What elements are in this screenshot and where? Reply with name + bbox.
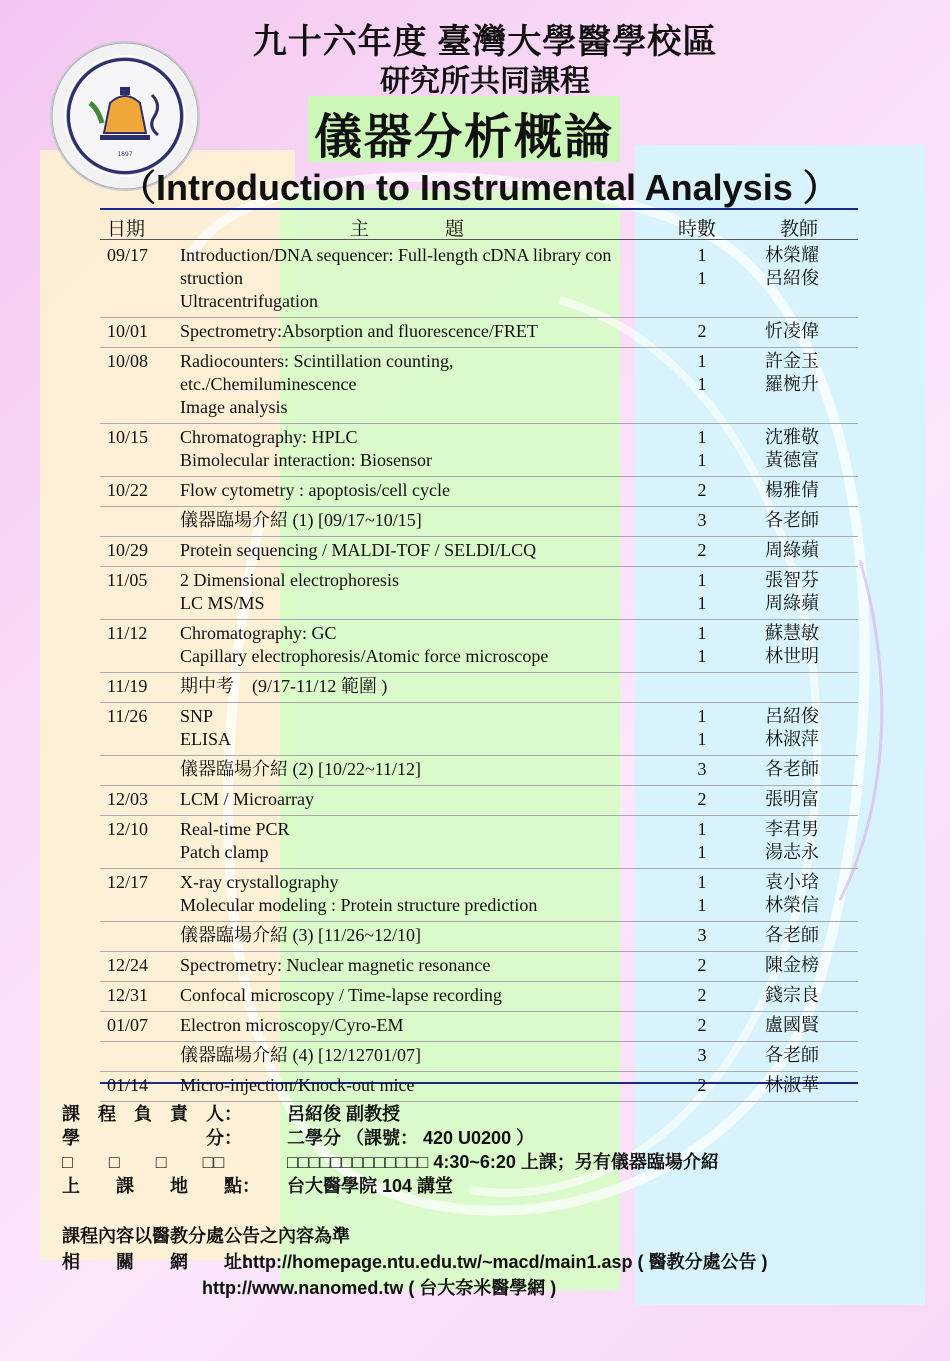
row-topic-line: Real-time PCR xyxy=(180,819,290,839)
row-date: 11/26 xyxy=(107,706,148,726)
row-topic xyxy=(180,984,660,1007)
row-teacher xyxy=(765,924,845,947)
table-row xyxy=(100,786,858,816)
row-topic-line: 儀器臨場介紹 (2) [10/22~11/12] xyxy=(180,759,422,779)
row-hours-line: 1 xyxy=(697,646,707,666)
table-top-rule xyxy=(100,208,858,210)
footer-value: 呂紹俊 副教授 xyxy=(287,1104,401,1124)
row-teacher xyxy=(765,984,845,1007)
row-hours xyxy=(692,1044,712,1067)
row-hours-line: 2 xyxy=(697,321,707,341)
row-teacher xyxy=(765,320,845,343)
row-teacher-line: 蘇慧敏 xyxy=(765,623,819,643)
row-teacher-line: 各老師 xyxy=(765,759,819,779)
row-hours xyxy=(692,1014,712,1037)
row-hours-line: 2 xyxy=(697,540,707,560)
row-hours-line: 2 xyxy=(697,1075,707,1095)
row-date: 09/17 xyxy=(107,245,149,265)
row-topic-line: 儀器臨場介紹 (4) [12/12701/07] xyxy=(180,1045,421,1065)
row-date: 12/24 xyxy=(107,955,149,975)
row-topic xyxy=(180,675,660,698)
row-topic-line: Chromatography: GC xyxy=(180,623,337,643)
row-teacher-line: 各老師 xyxy=(765,925,819,945)
row-topic-line: Bimolecular interaction: Biosensor xyxy=(180,450,432,470)
row-teacher-line: 楊雅倩 xyxy=(765,480,819,500)
row-topic-line: LCM / Microarray xyxy=(180,789,314,809)
row-topic-line: etc./Chemiluminescence xyxy=(180,374,357,394)
row-topic-line: Patch clamp xyxy=(180,842,269,862)
row-teacher xyxy=(765,1044,845,1067)
row-topic-line: LC MS/MS xyxy=(180,593,265,613)
row-teacher-line: 許金玉 xyxy=(765,351,819,371)
row-date: 12/10 xyxy=(107,819,149,839)
row-hours-line: 1 xyxy=(697,842,707,862)
row-teacher xyxy=(765,569,845,615)
row-teacher xyxy=(765,954,845,977)
table-row xyxy=(100,982,858,1012)
row-hours-line: 1 xyxy=(697,872,707,892)
row-topic xyxy=(180,954,660,977)
footer-line-time xyxy=(62,1148,719,1174)
table-row xyxy=(100,537,858,567)
row-teacher xyxy=(765,350,845,396)
row-teacher xyxy=(765,426,845,472)
row-topic-line: Micro-injection/Knock-out mice xyxy=(180,1075,415,1095)
row-hours-line: 2 xyxy=(697,1015,707,1035)
row-date: 10/22 xyxy=(107,480,149,500)
link-nanomed[interactable]: http://www.nanomed.tw ( 台大奈米醫學網 ) xyxy=(202,1278,557,1298)
table-row xyxy=(100,1042,858,1072)
row-topic xyxy=(180,871,660,917)
row-topic-line: Ultracentrifugation xyxy=(180,291,318,311)
table-row xyxy=(100,567,858,620)
row-topic-line: Spectrometry: Nuclear magnetic resonance xyxy=(180,955,491,975)
header-line-2: 研究所共同課程 xyxy=(380,65,590,98)
row-teacher-line: 錢宗良 xyxy=(765,985,819,1005)
row-topic-line: Electron microscopy/Cyro-EM xyxy=(180,1015,404,1035)
row-hours xyxy=(692,539,712,562)
row-topic-line: Confocal microscopy / Time-lapse recording xyxy=(180,985,502,1005)
row-hours xyxy=(692,509,712,532)
row-date: 10/15 xyxy=(107,427,149,447)
header-line-1: 九十六年度 臺灣大學醫學校區 xyxy=(252,24,718,61)
row-date: 11/19 xyxy=(107,676,148,696)
footer-label: 上 課 地 點： xyxy=(62,1176,260,1196)
row-topic-line: Image analysis xyxy=(180,397,288,417)
footer-line-credits xyxy=(62,1124,534,1150)
row-hours-line: 1 xyxy=(697,593,707,613)
row-topic-line: SNP xyxy=(180,706,214,726)
row-teacher xyxy=(765,818,845,864)
row-hours-line: 2 xyxy=(697,480,707,500)
row-teacher-line: 呂紹俊 xyxy=(765,268,819,288)
table-row xyxy=(100,1072,858,1102)
row-topic xyxy=(180,244,660,313)
table-row xyxy=(100,869,858,922)
row-hours-line: 1 xyxy=(697,351,707,371)
row-teacher-line: 呂紹俊 xyxy=(765,706,819,726)
table-row xyxy=(100,318,858,348)
row-hours xyxy=(692,984,712,1007)
row-teacher-line: 林榮耀 xyxy=(765,245,819,265)
table-row xyxy=(100,620,858,673)
table-header xyxy=(100,211,858,240)
row-teacher-line: 周綠蘋 xyxy=(765,593,819,613)
footer-value: 台大醫學院 104 講堂 xyxy=(287,1176,454,1196)
row-teacher-line: 林榮信 xyxy=(765,895,819,915)
table-row xyxy=(100,952,858,982)
row-teacher-line: 沈雅敬 xyxy=(765,427,819,447)
row-teacher xyxy=(765,758,845,781)
row-teacher-line: 張明富 xyxy=(765,789,819,809)
row-date: 12/03 xyxy=(107,789,149,809)
header-hours: 時數 xyxy=(678,219,717,240)
english-course-title: （Introduction to Instrumental Analysis ） xyxy=(120,167,839,208)
row-teacher-line: 周綠蘋 xyxy=(765,540,819,560)
row-topic xyxy=(180,1014,660,1037)
row-hours-line: 3 xyxy=(697,925,707,945)
row-teacher xyxy=(765,871,845,917)
row-topic xyxy=(180,350,660,419)
row-hours xyxy=(692,569,712,615)
row-topic xyxy=(180,705,660,751)
row-teacher-line: 各老師 xyxy=(765,510,819,530)
table-row xyxy=(100,703,858,756)
row-topic-line: Introduction/DNA sequencer: Full-length cDNA library con xyxy=(180,245,612,265)
row-topic xyxy=(180,569,660,615)
footer-line-location xyxy=(62,1172,453,1198)
row-date: 10/29 xyxy=(107,540,149,560)
row-teacher xyxy=(765,539,845,562)
row-topic xyxy=(180,924,660,947)
table-row xyxy=(100,242,858,318)
row-topic xyxy=(180,1044,660,1067)
row-date: 10/08 xyxy=(107,351,149,371)
link-macd[interactable]: http://homepage.ntu.edu.tw/~macd/main1.asp ( 醫教分處公告 ) xyxy=(242,1252,768,1272)
row-topic-line: 2 Dimensional electrophoresis xyxy=(180,570,399,590)
row-topic-line: 儀器臨場介紹 (1) [09/17~10/15] xyxy=(180,510,422,530)
table-row xyxy=(100,816,858,869)
header-teacher: 教師 xyxy=(780,219,819,240)
row-teacher-line: 林世明 xyxy=(765,646,819,666)
row-hours-line: 1 xyxy=(697,450,707,470)
row-teacher-line: 李君男 xyxy=(765,819,819,839)
footer-label: 學 分： xyxy=(62,1128,242,1148)
row-hours xyxy=(692,788,712,811)
row-hours xyxy=(692,244,712,290)
row-teacher-line: 林淑萍 xyxy=(765,729,819,749)
footer-line-instructor xyxy=(62,1100,400,1126)
row-topic xyxy=(180,509,660,532)
row-hours-line: 1 xyxy=(697,245,707,265)
table-row xyxy=(100,507,858,537)
row-topic xyxy=(180,818,660,864)
row-teacher-line: 陳金榜 xyxy=(765,955,819,975)
row-topic-line: Flow cytometry : apoptosis/cell cycle xyxy=(180,480,450,500)
row-topic xyxy=(180,758,660,781)
row-teacher xyxy=(765,705,845,751)
footer-label: □ □ □ □□ xyxy=(62,1152,225,1172)
table-row xyxy=(100,424,858,477)
row-hours-line: 1 xyxy=(697,374,707,394)
row-hours-line: 1 xyxy=(697,268,707,288)
row-hours xyxy=(692,1074,712,1097)
row-hours-line: 1 xyxy=(697,819,707,839)
row-topic-line: Protein sequencing / MALDI-TOF / SELDI/LCQ xyxy=(180,540,537,560)
row-date: 12/31 xyxy=(107,985,149,1005)
row-hours-line: 3 xyxy=(697,1045,707,1065)
row-hours xyxy=(692,622,712,668)
row-teacher-line: 羅椀升 xyxy=(765,374,819,394)
row-hours xyxy=(692,426,712,472)
row-date: 01/07 xyxy=(107,1015,149,1035)
row-topic-line: Radiocounters: Scintillation counting, xyxy=(180,351,454,371)
header-topic: 主 題 xyxy=(350,219,465,240)
row-hours xyxy=(692,924,712,947)
row-hours-line: 1 xyxy=(697,895,707,915)
row-topic xyxy=(180,426,660,472)
footer-links xyxy=(62,1248,768,1274)
row-hours xyxy=(692,954,712,977)
row-topic xyxy=(180,1074,660,1097)
row-date: 11/12 xyxy=(107,623,148,643)
row-topic-line: ELISA xyxy=(180,729,231,749)
table-row xyxy=(100,922,858,952)
row-topic xyxy=(180,539,660,562)
table-row xyxy=(100,477,858,507)
row-hours xyxy=(692,320,712,343)
row-topic xyxy=(180,479,660,502)
row-hours-line: 2 xyxy=(697,985,707,1005)
row-hours xyxy=(692,350,712,396)
row-teacher xyxy=(765,1014,845,1037)
table-row xyxy=(100,1012,858,1042)
row-teacher-line: 盧國賢 xyxy=(765,1015,819,1035)
row-topic-line: X-ray crystallography xyxy=(180,872,339,892)
row-hours-line: 2 xyxy=(697,955,707,975)
table-row xyxy=(100,348,858,424)
row-hours-line: 3 xyxy=(697,759,707,779)
links-label: 相 關 網 址： xyxy=(62,1252,260,1272)
row-topic-line: struction xyxy=(180,268,243,288)
row-teacher xyxy=(765,509,845,532)
table-row xyxy=(100,756,858,786)
row-teacher xyxy=(765,479,845,502)
row-hours xyxy=(692,705,712,751)
row-hours xyxy=(692,479,712,502)
row-date: 01/14 xyxy=(107,1075,149,1095)
row-hours-line: 1 xyxy=(697,570,707,590)
footer-value: □□□□□□□□□□□□□ 4:30~6:20 上課；另有儀器臨場介紹 xyxy=(287,1152,719,1172)
row-topic-line: Spectrometry:Absorption and fluorescence/FRET xyxy=(180,321,538,341)
row-teacher-line: 林淑華 xyxy=(765,1075,819,1095)
row-hours-line: 2 xyxy=(697,789,707,809)
row-teacher-line: 袁小琀 xyxy=(765,872,819,892)
row-hours-line: 1 xyxy=(697,729,707,749)
row-topic-line: Molecular modeling : Protein structure prediction xyxy=(180,895,538,915)
row-topic xyxy=(180,622,660,668)
row-teacher xyxy=(765,1074,845,1097)
row-teacher-line: 湯志永 xyxy=(765,842,819,862)
row-topic xyxy=(180,788,660,811)
row-teacher xyxy=(765,788,845,811)
row-topic xyxy=(180,320,660,343)
row-hours-line: 1 xyxy=(697,706,707,726)
row-hours xyxy=(692,818,712,864)
row-hours-line: 3 xyxy=(697,510,707,530)
row-hours-line: 1 xyxy=(697,427,707,447)
row-date: 11/05 xyxy=(107,570,148,590)
row-hours-line: 1 xyxy=(697,623,707,643)
footer-label: 課 程 負 責 人： xyxy=(62,1104,242,1124)
svg-text:1897: 1897 xyxy=(117,151,133,158)
row-teacher-line: 黃德富 xyxy=(765,450,819,470)
row-topic-line: 儀器臨場介紹 (3) [11/26~12/10] xyxy=(180,925,422,945)
row-teacher-line: 各老師 xyxy=(765,1045,819,1065)
row-teacher xyxy=(765,244,845,290)
row-topic-line: Chromatography: HPLC xyxy=(180,427,358,447)
row-topic-line: Capillary electrophoresis/Atomic force microscope xyxy=(180,646,549,666)
footer-notice: 課程內容以醫教分處公告之內容為準 xyxy=(62,1226,350,1246)
row-hours xyxy=(692,871,712,917)
header-date: 日期 xyxy=(107,219,146,240)
row-teacher-line: 張智芬 xyxy=(765,570,819,590)
row-teacher-line: 忻凌偉 xyxy=(765,321,819,341)
row-date: 10/01 xyxy=(107,321,149,341)
row-topic-line: 期中考 (9/17-11/12 範圍 ) xyxy=(180,676,388,696)
row-date: 12/17 xyxy=(107,872,149,892)
row-teacher xyxy=(765,622,845,668)
table-row xyxy=(100,673,858,703)
row-hours xyxy=(692,758,712,781)
course-title: 儀器分析概論 xyxy=(313,111,614,164)
footer-value: 二學分 （課號： 420 U0200 ） xyxy=(287,1128,535,1148)
